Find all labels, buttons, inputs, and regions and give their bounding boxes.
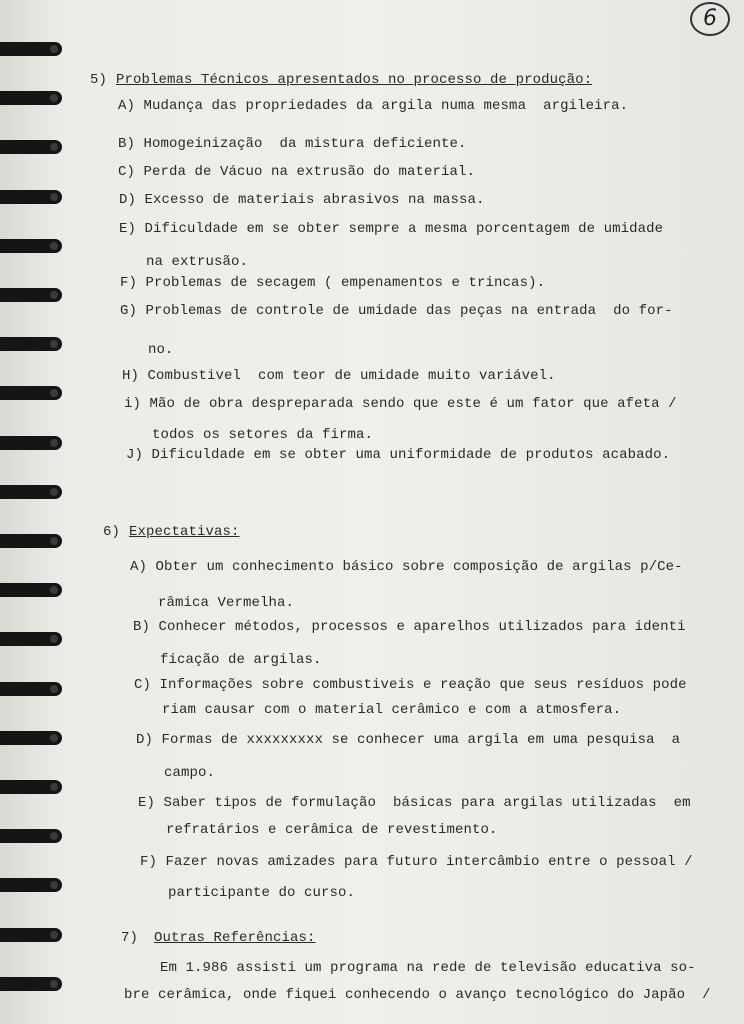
binding-ring	[0, 190, 62, 204]
binding-ring	[0, 977, 62, 991]
section-5-heading: Problemas Técnicos apresentados no processo de produção:	[116, 72, 593, 88]
section-6-number: 6)	[103, 524, 121, 540]
binding-ring	[0, 239, 62, 253]
binding-ring	[0, 534, 62, 548]
page-number: 6	[690, 2, 730, 36]
binding-ring	[0, 386, 62, 400]
binding-ring	[0, 780, 62, 794]
list-item-continuation: todos os setores da firma.	[152, 427, 374, 443]
spiral-binding	[0, 0, 70, 1024]
binding-ring	[0, 436, 62, 450]
list-item: E) Saber tipos de formulação básicas para argilas utilizadas em	[138, 795, 691, 811]
binding-ring	[0, 928, 62, 942]
list-item: D) Formas de xxxxxxxxx se conhecer uma argila em uma pesquisa a	[136, 732, 681, 748]
list-item: F) Problemas de secagem ( empenamentos e trincas).	[120, 275, 546, 291]
list-item-continuation: refratários e cerâmica de revestimento.	[166, 822, 498, 838]
list-item: B) Homogeinização da mistura deficiente.	[118, 136, 467, 152]
binding-ring	[0, 42, 62, 56]
paragraph-line: bre cerâmica, onde fiquei conhecendo o avanço tecnológico do Japão /	[124, 987, 711, 1003]
list-item-continuation: riam causar com o material cerâmico e com a atmosfera.	[162, 702, 622, 718]
binding-ring	[0, 485, 62, 499]
list-item: A) Obter um conhecimento básico sobre composição de argilas p/Ce-	[130, 559, 683, 575]
list-item: C) Perda de Vácuo na extrusão do material.	[118, 164, 476, 180]
list-item-continuation: na extrusão.	[146, 254, 249, 270]
binding-ring	[0, 91, 62, 105]
binding-ring	[0, 731, 62, 745]
list-item: i) Mão de obra despreparada sendo que este é um fator que afeta /	[124, 396, 677, 412]
binding-ring	[0, 632, 62, 646]
binding-ring	[0, 878, 62, 892]
section-6-heading: Expectativas:	[129, 524, 240, 540]
binding-ring	[0, 337, 62, 351]
list-item: F) Fazer novas amizades para futuro intercâmbio entre o pessoal /	[140, 854, 693, 870]
list-item-continuation: participante do curso.	[168, 885, 356, 901]
binding-ring	[0, 288, 62, 302]
list-item: C) Informações sobre combustiveis e reação que seus resíduos pode	[134, 677, 687, 693]
list-item: A) Mudança das propriedades da argila numa mesma argileira.	[118, 98, 629, 114]
list-item-continuation: ficação de argilas.	[160, 652, 322, 668]
list-item-continuation: râmica Vermelha.	[158, 595, 295, 611]
list-item: G) Problemas de controle de umidade das peças na entrada do for-	[120, 303, 673, 319]
paragraph-line: Em 1.986 assisti um programa na rede de televisão educativa so-	[160, 960, 696, 976]
list-item: J) Dificuldade em se obter uma uniformidade de produtos acabado.	[126, 447, 671, 463]
binding-ring	[0, 829, 62, 843]
list-item: E) Dificuldade em se obter sempre a mesma porcentagem de umidade	[119, 221, 664, 237]
section-5-number: 5)	[90, 72, 108, 88]
list-item: H) Combustivel com teor de umidade muito variável.	[122, 368, 556, 384]
list-item-continuation: no.	[148, 342, 174, 358]
binding-ring	[0, 682, 62, 696]
list-item: D) Excesso de materiais abrasivos na massa.	[119, 192, 485, 208]
list-item-continuation: campo.	[164, 765, 216, 781]
binding-ring	[0, 140, 62, 154]
binding-ring	[0, 583, 62, 597]
section-7-number: 7)	[121, 930, 139, 946]
section-7-heading: Outras Referências:	[154, 930, 316, 946]
list-item: B) Conhecer métodos, processos e aparelhos utilizados para identi	[133, 619, 686, 635]
